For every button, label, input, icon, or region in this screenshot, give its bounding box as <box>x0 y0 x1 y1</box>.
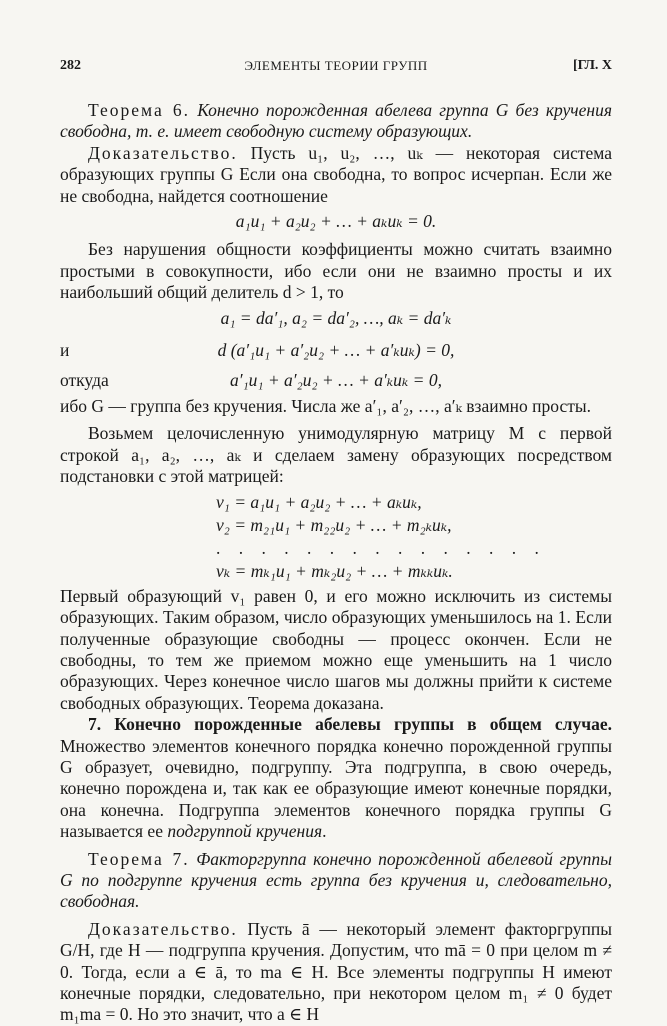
system-row-k: vₖ = mₖ₁u₁ + mₖ₂u₂ + … + mₖₖuₖ. <box>216 560 453 581</box>
whence-word: откуда <box>60 370 109 391</box>
substitution-system <box>216 492 612 584</box>
proof-1-intro <box>60 143 612 207</box>
running-title: ЭЛЕМЕНТЫ ТЕОРИИ ГРУПП <box>244 58 428 73</box>
theorem-6-statement: Конечно порожденная абелева группа G без кручения свободна, т. е. имеет свободную систему образующих. <box>60 100 612 142</box>
section-7-text-b: . <box>322 821 327 842</box>
proof-2-label: Доказательство. <box>88 918 238 939</box>
proof-1-label: Доказательство. <box>88 142 238 163</box>
torsion-subgroup-term: подгруппой кручения <box>167 821 323 842</box>
proof-1-text: Пусть u₁, u₂, …, uₖ — некоторая система образующих группы G Если она свободна, то вопрос исчерпан. Если же не свободна, найдется соотношение <box>60 142 612 206</box>
theorem-6 <box>60 100 612 143</box>
equation-row-and <box>60 336 612 366</box>
equation-factored: d (a′₁u₁ + a′₂u₂ + … + a′ₖuₖ) = 0, <box>217 340 455 361</box>
page-body <box>60 100 612 1026</box>
equation-reduced: a′₁u₁ + a′₂u₂ + … + a′ₖuₖ = 0, <box>229 370 442 391</box>
chapter-marker: [ГЛ. X <box>573 58 612 73</box>
system-dots: . . . . . . . . . . . . . . . <box>216 537 546 558</box>
page-number: 282 <box>60 58 81 73</box>
proof-2-text: Пусть ā — некоторый элемент факторгруппы G/H, где H — подгруппа кручения. Допустим, что mā = 0 при целом m ≠ 0. Тогда, если a ∈ ā, то ma ∈ H. Все элементы подгруппы H имеют конечные порядки, следовательно, при некотором целом m₁ ≠ 0 будет m₁ma = 0. Но это значит, что a ∈ H <box>60 918 612 1025</box>
proof-1-para-2: Без нарушения общности коэффициенты можно считать взаимно простыми в совокупности, ибо если они не взаимно просты и их наибольший общий делитель d > 1, то <box>60 239 612 303</box>
system-row-2: v₂ = m₂₁u₁ + m₂₂u₂ + … + m₂ₖuₖ, <box>216 514 452 535</box>
running-header <box>60 58 612 80</box>
theorem-7 <box>60 849 612 913</box>
proof-1-para-3: ибо G — группа без кручения. Числа же a′₁, a′₂, …, a′ₖ взаимно просты. <box>60 396 592 417</box>
theorem-6-label: Теорема 6. <box>88 100 191 120</box>
proof-2 <box>60 919 612 1026</box>
equation-coefficients: a₁ = da′₁, a₂ = da′₂, …, aₖ = da′ₖ <box>220 307 452 328</box>
proof-1-para-5: Первый образующий v₁ равен 0, и его можно исключить из системы образующих. Таким образом, число образующих уменьшилось на 1. Если полученные образующие свободны — процесс окончен. Если не свободны, то тем же приемом можно еще уменьшить на 1 число образующих. Через конечное число шагов мы должны прийти к системе свободных образующих. Теорема доказана. <box>60 585 612 713</box>
and-word: и <box>60 340 70 361</box>
proof-1-para-4: Возьмем целочисленную унимодулярную матрицу M с первой строкой a₁, a₂, …, aₖ и сделаем замену образующих посредством подстановки с этой матрицей: <box>60 423 612 487</box>
theorem-7-label: Теорема 7. <box>88 848 190 869</box>
section-7 <box>60 714 612 842</box>
equation-relation: a₁u₁ + a₂u₂ + … + aₖuₖ = 0. <box>235 211 437 232</box>
section-7-heading: 7. Конечно порожденные абелевы группы в общем случае. <box>88 714 612 735</box>
equation-row-whence <box>60 366 612 396</box>
theorem-7-statement: Факторгруппа конечно порожденной абелевой группы G по подгруппе кручения есть группа без кручения и, следовательно, свободная. <box>60 848 613 912</box>
system-row-1: v₁ = a₁u₁ + a₂u₂ + … + aₖuₖ, <box>216 491 422 512</box>
section-7-text-a: Множество элементов конечного порядка конечно порожденной группы G образует, очевидно, подгруппу. Эта подгруппа, в свою очередь, конечно порождена и, так как ее образующие имеют конечные порядки, она конечна. Подгруппа элементов конечного порядка группы G называется ее <box>60 735 612 842</box>
